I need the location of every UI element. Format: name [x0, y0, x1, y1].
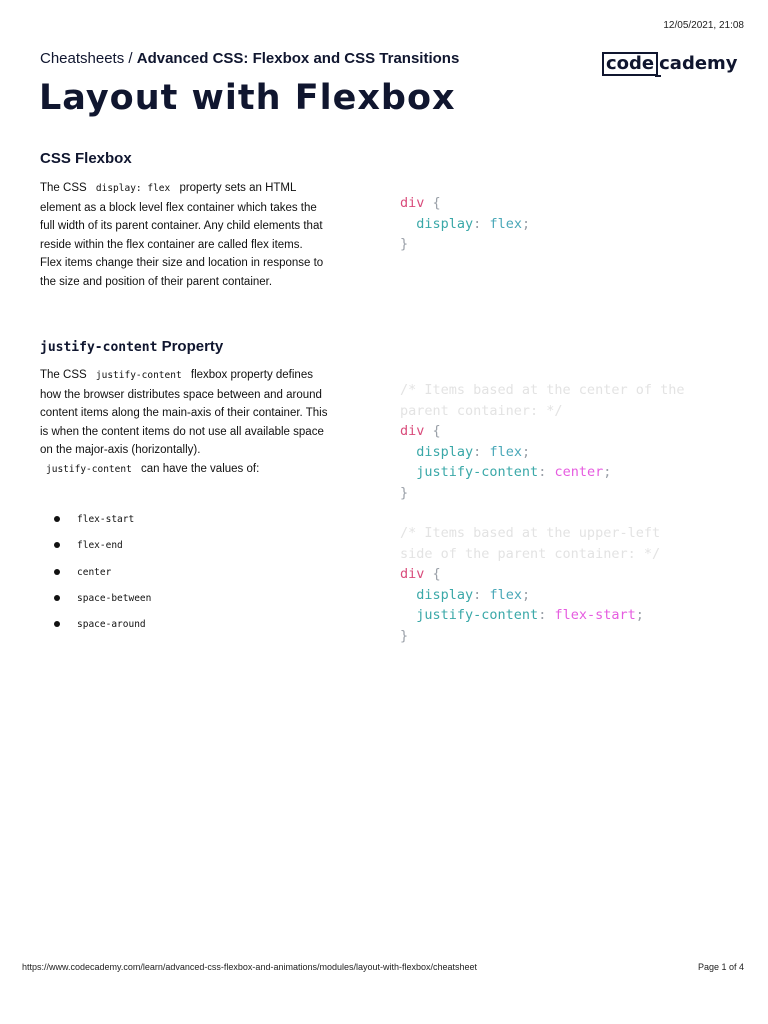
logo-cademy-text: cademy [659, 53, 738, 74]
justify-flex-start-code-example [400, 523, 660, 647]
code-colon: : [538, 464, 547, 481]
code-colon: : [473, 586, 482, 603]
justify-p1-code: justify-content [95, 370, 182, 381]
heading-text: Property [161, 338, 224, 355]
section-heading-css-flexbox: CSS Flexbox [40, 150, 132, 167]
code-value: flex [489, 443, 522, 460]
code-semicolon: ; [521, 215, 531, 232]
flexbox-p1-after: property sets an HTML element as a block level flex container which takes the full width of its parent container. Any child elements that reside within the flex container are called flex items. [40, 182, 323, 251]
code-value: flex [489, 586, 522, 603]
justify-values-list [40, 510, 151, 641]
code-selector: div [400, 423, 425, 440]
breadcrumb-course-link[interactable]: Advanced CSS: Flexbox and CSS Transitions [136, 50, 460, 67]
list-item-center: center [40, 563, 151, 589]
list-item-space-between: space-between [40, 589, 151, 615]
codecademy-logo[interactable] [602, 52, 738, 76]
justify-p1-before: The CSS [40, 369, 87, 381]
code-brace: } [400, 627, 409, 644]
code-value: flex-start [554, 607, 636, 624]
code-brace: { [432, 566, 441, 583]
code-property: justify-content [416, 607, 539, 624]
justify-center-code-example [400, 380, 684, 504]
code-colon: : [473, 215, 482, 232]
code-semicolon: ; [521, 443, 531, 460]
code-comment: /* Items based at the upper-left [400, 525, 661, 541]
code-comment: side of the parent container: */ [400, 545, 661, 562]
justify-p2-after: can have the values of: [141, 462, 260, 475]
justify-p2-code: justify-content [46, 463, 132, 475]
flexbox-description [40, 179, 330, 291]
code-colon: : [538, 607, 547, 624]
list-item-space-around: space-around [40, 615, 151, 641]
page-title: Layout with Flexbox [39, 78, 456, 118]
code-semicolon: ; [635, 607, 644, 624]
code-selector: div [400, 195, 425, 211]
code-value: center [554, 464, 604, 481]
code-property: display [416, 443, 474, 460]
footer-url[interactable]: https://www.codecademy.com/learn/advanced-css-flexbox-and-animations/modules/layout-with-flexbox/cheatsheet [22, 962, 478, 972]
list-item-flex-end: flex-end [40, 536, 151, 562]
code-semicolon: ; [521, 586, 531, 603]
flexbox-code-example [400, 193, 530, 255]
print-date: 12/05/2021, 21:08 [663, 20, 744, 31]
flexbox-p2: Flex items change their size and location in response to the size and position of their parent container. [40, 257, 324, 288]
list-item-flex-start: flex-start [40, 510, 151, 536]
flexbox-p1-code: display: flex [95, 183, 171, 194]
code-brace: } [400, 236, 409, 253]
code-brace: { [432, 423, 441, 440]
section-heading-justify-content [40, 338, 223, 355]
code-value: flex [489, 215, 522, 232]
code-property: display [416, 215, 474, 232]
code-property: display [416, 586, 474, 603]
footer-page-number: Page 1 of 4 [697, 962, 744, 972]
code-brace: { [432, 195, 441, 211]
justify-description [40, 366, 330, 479]
flexbox-p1-before: The CSS [40, 182, 87, 194]
code-comment: /* Items based at the center of the [400, 382, 685, 398]
code-colon: : [473, 443, 482, 460]
code-comment: parent container: */ [400, 402, 563, 419]
code-semicolon: ; [603, 464, 612, 481]
justify-p1-after: flexbox property defines how the browser distributes space between and around content items along the main-axis of their container. This is when the content items do not use all available space on the major-axis (horizontally). [40, 369, 328, 456]
code-brace: } [400, 484, 409, 501]
breadcrumb [40, 50, 459, 67]
breadcrumb-cheatsheets-link[interactable]: Cheatsheets / [40, 50, 133, 67]
heading-code: justify-content [40, 340, 158, 355]
logo-code-text: code [602, 52, 658, 76]
code-property: justify-content [416, 464, 539, 481]
code-selector: div [400, 566, 425, 583]
